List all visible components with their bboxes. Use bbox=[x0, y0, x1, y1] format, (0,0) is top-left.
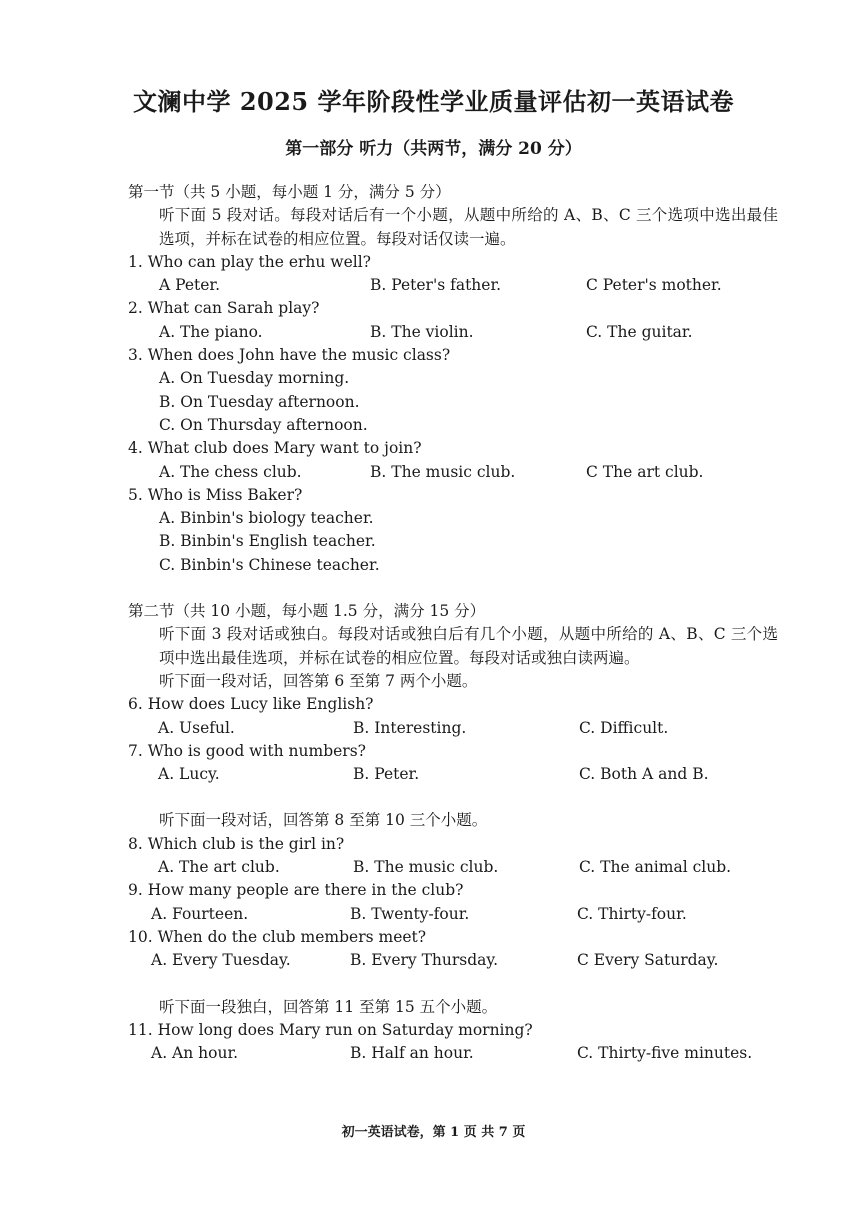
option-b: B. Interesting. bbox=[353, 718, 467, 737]
option-a: A Peter. bbox=[159, 276, 221, 295]
question-4-options bbox=[128, 461, 778, 484]
question-3: 3. When does John have the music class? bbox=[128, 346, 451, 365]
section1-instruction: 听下面 5 段对话。每段对话后有一个小题，从题中所给的 A、B、C 三个选项中选出最佳选项，并标在试卷的相应位置。每段对话仅读一遍。 bbox=[159, 206, 778, 248]
spacer bbox=[128, 786, 778, 809]
option-b: B. Twenty-four. bbox=[350, 904, 470, 923]
question-1: 1. Who can play the erhu well? bbox=[128, 252, 371, 271]
question-11-options bbox=[128, 1042, 778, 1065]
spacer bbox=[128, 577, 778, 600]
option-a: A. On Tuesday morning. bbox=[159, 369, 350, 388]
question-2: 2. What can Sarah play? bbox=[128, 299, 320, 318]
question-4: 4. What club does Mary want to join? bbox=[128, 439, 422, 458]
page-footer: 初一英语试卷，第 1 页 共 7 页 bbox=[341, 1125, 526, 1140]
option-c: C. Both A and B. bbox=[579, 765, 709, 784]
option-a: A. The art club. bbox=[158, 858, 280, 877]
option-c: C. Binbin's Chinese teacher. bbox=[159, 555, 380, 574]
question-7-options bbox=[128, 763, 778, 786]
option-c: C. The animal club. bbox=[579, 858, 732, 877]
option-a: A. An hour. bbox=[151, 1044, 239, 1063]
exam-title: 文澜中学 2025 学年阶段性学业质量评估初一英语试卷 bbox=[132, 87, 734, 116]
spacer bbox=[128, 973, 778, 996]
section2-heading: 第二节（共 10 小题，每小题 1.5 分，满分 15 分） bbox=[128, 602, 486, 621]
option-a: A. Useful. bbox=[158, 718, 235, 737]
option-a: A. Fourteen. bbox=[151, 904, 249, 923]
option-c: C Peter's mother. bbox=[586, 276, 722, 295]
option-b: B. Half an hour. bbox=[350, 1044, 474, 1063]
question-7: 7. Who is good with numbers? bbox=[128, 741, 366, 760]
section2-instruction: 听下面 3 段对话或独白。每段对话或独白后有几个小题，从题中所给的 A、B、C 三个选项中选出最佳选项，并标在试卷的相应位置。每段对话或独白读两遍。 bbox=[159, 625, 778, 667]
option-a: A. The chess club. bbox=[159, 462, 302, 481]
question-6: 6. How does Lucy like English? bbox=[128, 695, 374, 714]
option-b: B. Peter. bbox=[353, 765, 420, 784]
question-5: 5. Who is Miss Baker? bbox=[128, 485, 303, 504]
option-c: C. Thirty-four. bbox=[577, 904, 687, 923]
exam-content bbox=[128, 181, 778, 1065]
group3-instruction: 听下面一段独白，回答第 11 至第 15 五个小题。 bbox=[159, 997, 498, 1016]
group1-instruction: 听下面一段对话，回答第 6 至第 7 两个小题。 bbox=[159, 671, 478, 690]
question-8: 8. Which club is the girl in? bbox=[128, 834, 345, 853]
section1-heading: 第一节（共 5 小题，每小题 1 分，满分 5 分） bbox=[128, 183, 451, 201]
group2-instruction: 听下面一段对话，回答第 8 至第 10 三个小题。 bbox=[159, 811, 488, 830]
option-a: A. Lucy. bbox=[158, 765, 220, 784]
option-b: B. Binbin's English teacher. bbox=[159, 532, 376, 551]
option-b: B. The music club. bbox=[370, 462, 516, 481]
option-b: B. On Tuesday afternoon. bbox=[159, 392, 360, 411]
question-2-options bbox=[128, 321, 778, 344]
question-9: 9. How many people are there in the club? bbox=[128, 881, 464, 900]
question-1-options bbox=[128, 274, 778, 297]
question-11: 11. How long does Mary run on Saturday morning? bbox=[128, 1020, 533, 1039]
option-b: B. The music club. bbox=[353, 858, 499, 877]
option-a: A. The piano. bbox=[159, 322, 263, 341]
option-b: B. The violin. bbox=[370, 322, 474, 341]
option-b: B. Peter's father. bbox=[370, 276, 502, 295]
option-c: C. Thirty-five minutes. bbox=[577, 1044, 753, 1063]
option-a: A. Binbin's biology teacher. bbox=[159, 509, 374, 528]
option-c: C The art club. bbox=[586, 462, 704, 481]
option-a: A. Every Tuesday. bbox=[151, 951, 291, 970]
option-c: C Every Saturday. bbox=[577, 951, 719, 970]
option-c: C. The guitar. bbox=[586, 322, 693, 341]
part1-heading: 第一部分 听力（共两节，满分 20 分） bbox=[285, 139, 582, 159]
question-10-options bbox=[128, 949, 778, 972]
question-6-options bbox=[128, 717, 778, 740]
question-8-options bbox=[128, 856, 778, 879]
question-10: 10. When do the club members meet? bbox=[128, 927, 427, 946]
option-c: C. Difficult. bbox=[579, 718, 669, 737]
question-9-options bbox=[128, 903, 778, 926]
option-b: B. Every Thursday. bbox=[350, 951, 499, 970]
option-c: C. On Thursday afternoon. bbox=[159, 415, 368, 434]
